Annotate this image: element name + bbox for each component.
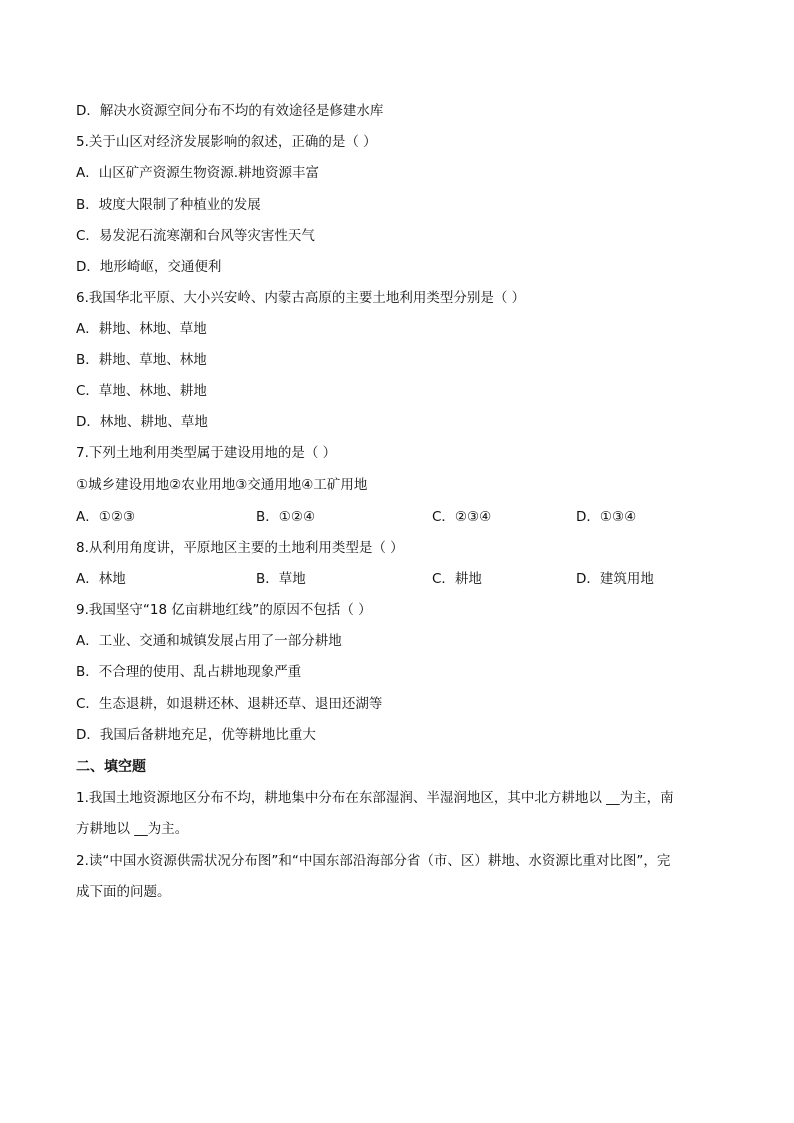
q5-option-c: C．易发泥石流寒潮和台风等灾害性天气 [76,228,315,244]
q5-stem: 5.关于山区对经济发展影响的叙述，正确的是（ ） [76,134,377,150]
q7-option-d: D．①③④ [576,509,637,525]
q9-option-c: C．生态退耕，如退耕还林、退耕还草、退田还湖等 [76,696,383,712]
q6-option-a: A．耕地、林地、草地 [76,321,207,337]
section-heading: 二、填空题 [76,759,146,775]
q8-option-d: D．建筑用地 [576,571,654,587]
q7-statements: ①城乡建设用地②农业用地③交通用地④工矿用地 [76,477,368,493]
fill-q2-line2: 成下面的问题。 [76,884,171,900]
q8-stem: 8.从利用角度讲，平原地区主要的土地利用类型是（ ） [76,540,404,556]
q6-option-c: C．草地、林地、耕地 [76,383,207,399]
q9-stem: 9.我国坚守“18 亿亩耕地红线”的原因不包括（ ） [76,602,372,618]
q9-option-a: A．工业、交通和城镇发展占用了一部分耕地 [76,633,342,649]
fill-q1-line1: 1.我国土地资源地区分布不均，耕地集中分布在东部湿润、半湿润地区，其中北方耕地以 __为主，南 [76,790,674,806]
q7-option-c: C．②③④ [432,509,492,525]
fill-q2-line1: 2.读“中国水资源供需状况分布图”和“中国东部沿海部分省（市、区）耕地、水资源比重对比图”，完 [76,853,671,869]
q7-stem: 7.下列土地利用类型属于建设用地的是（ ） [76,445,337,461]
q9-option-d: D．我国后备耕地充足，优等耕地比重大 [76,727,316,743]
q7-option-b: B．①②④ [256,509,316,525]
q8-option-a: A．林地 [76,571,126,587]
q6-stem: 6.我国华北平原、大小兴安岭、内蒙古高原的主要土地利用类型分别是（ ） [76,290,526,306]
q8-option-b: B．草地 [256,571,306,587]
fill-q1-line2: 方耕地以 __为主。 [76,821,189,837]
q5-option-a: A．山区矿产资源生物资源.耕地资源丰富 [76,165,320,181]
q5-option-d: D．地形崎岖，交通便利 [76,259,222,275]
q9-option-b: B．不合理的使用、乱占耕地现象严重 [76,664,302,680]
q7-option-a: A．①②③ [76,509,136,525]
q8-option-c: C．耕地 [432,571,482,587]
q5-option-b: B．坡度大限制了种植业的发展 [76,197,261,213]
q6-option-b: B．耕地、草地、林地 [76,352,207,368]
q4-option-d: D．解决水资源空间分布不均的有效途径是修建水库 [76,103,384,119]
q6-option-d: D．林地、耕地、草地 [76,414,208,430]
